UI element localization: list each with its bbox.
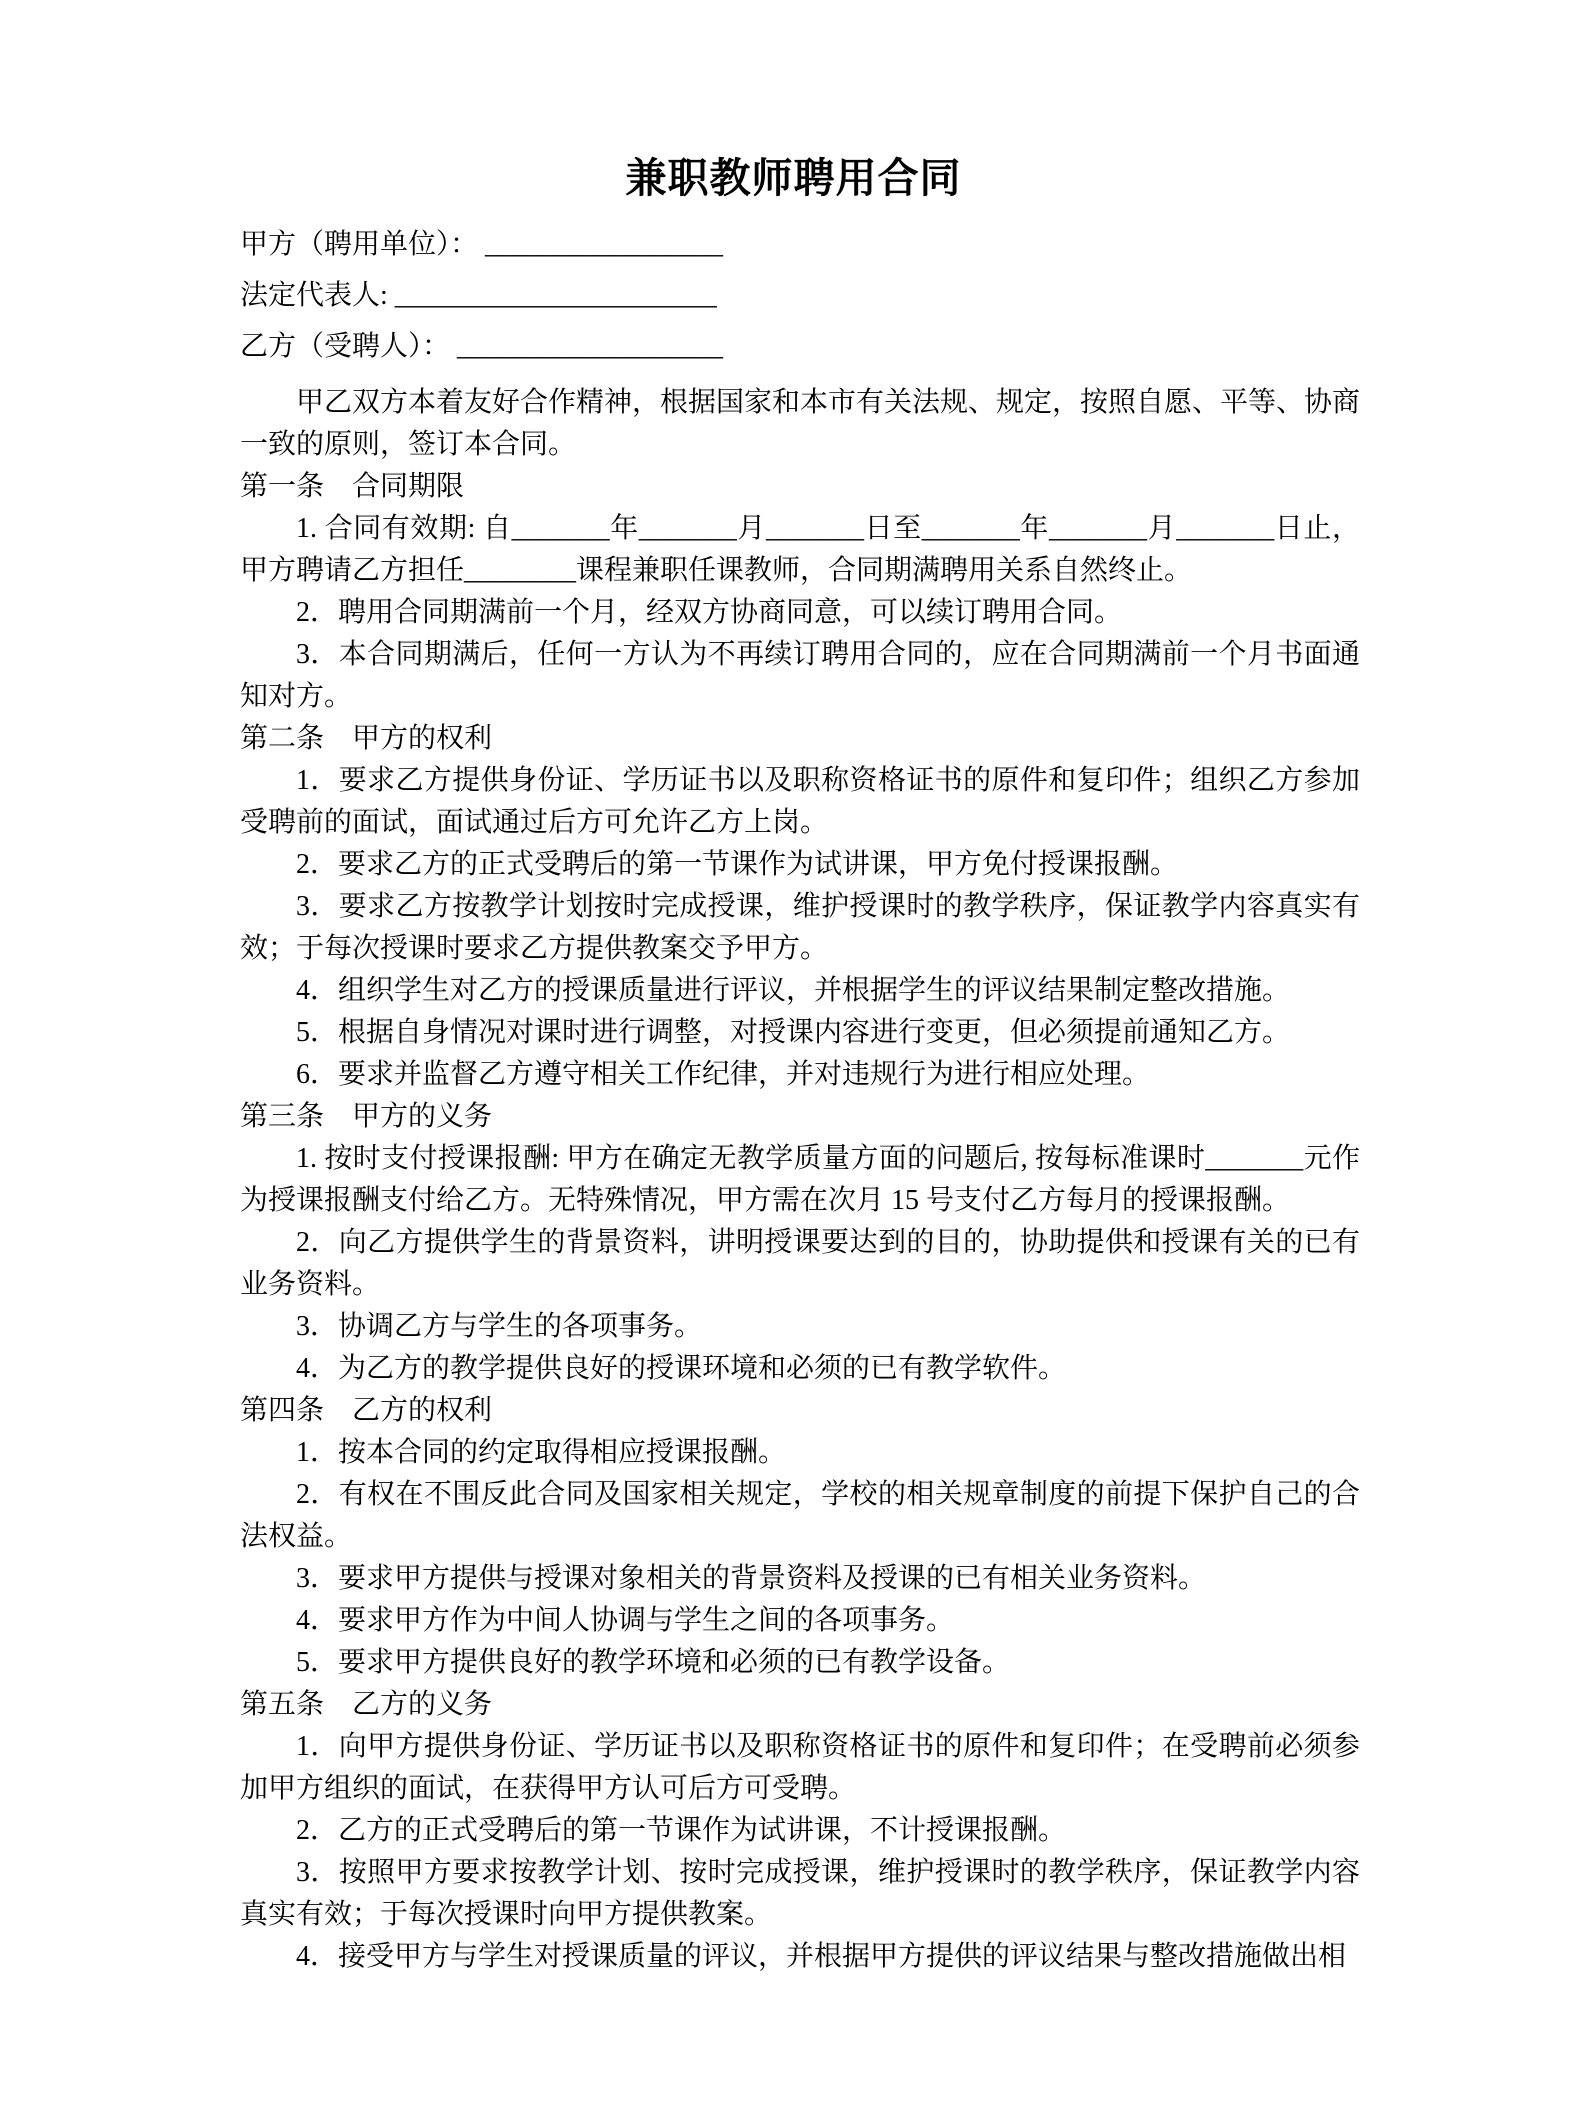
contract-paragraph: 第二条 甲方的权利 xyxy=(240,723,493,754)
contract-paragraph: 4．要求甲方作为中间人协调与学生之间的各项事务。 xyxy=(296,1605,955,1636)
contract-paragraph: 第一条 合同期限 xyxy=(240,471,465,502)
contract-paragraph: 4．组织学生对乙方的授课质量进行评议，并根据学生的评议结果制定整改措施。 xyxy=(296,975,1291,1006)
contract-paragraph: 3．协调乙方与学生的各项事务。 xyxy=(296,1311,703,1342)
contract-paragraph: 1．要求乙方提供身份证、学历证书以及职称资格证书的原件和复印件；组织乙方参加受聘前的面试，面试通过后方可允许乙方上岗。 xyxy=(240,765,1360,838)
contract-paragraph: 2．乙方的正式受聘后的第一节课作为试讲课，不计授课报酬。 xyxy=(296,1815,1067,1846)
contract-paragraph: 1. 合同有效期: 自_______年_______月_______日至_______年_______月_______日止，甲方聘请乙方担任________课程兼职任课教师，合同期满聘用关系自然终止。 xyxy=(240,513,1360,586)
contract-paragraph: 6．要求并监督乙方遵守相关工作纪律，并对违规行为进行相应处理。 xyxy=(296,1059,1151,1090)
contract-paragraph: 1. 按时支付授课报酬: 甲方在确定无教学质量方面的问题后, 按每标准课时_______元作为授课报酬支付给乙方。无特殊情况，甲方需在次月 15 号支付乙方每月的授课报酬。 xyxy=(240,1143,1360,1216)
party-field-line: 甲方（聘用单位）： _________________ xyxy=(240,229,724,260)
contract-body xyxy=(240,382,1360,1978)
contract-paragraph: 3．要求乙方按教学计划按时完成授课，维护授课时的教学秩序，保证教学内容真实有效；于每次授课时要求乙方提供教案交予甲方。 xyxy=(240,891,1360,964)
contract-paragraph: 4．为乙方的教学提供良好的授课环境和必须的已有教学软件。 xyxy=(296,1353,1067,1384)
contract-paragraph: 2．向乙方提供学生的背景资料，讲明授课要达到的目的，协助提供和授课有关的已有业务资料。 xyxy=(240,1227,1360,1300)
contract-paragraph: 5．要求甲方提供良好的教学环境和必须的已有教学设备。 xyxy=(296,1647,1011,1678)
contract-paragraph: 1．向甲方提供身份证、学历证书以及职称资格证书的原件和复印件；在受聘前必须参加甲方组织的面试，在获得甲方认可后方可受聘。 xyxy=(240,1731,1360,1804)
contract-paragraph: 2．要求乙方的正式受聘后的第一节课作为试讲课，甲方免付授课报酬。 xyxy=(296,849,1179,880)
party-fields xyxy=(240,219,1360,372)
contract-paragraph: 3．按照甲方要求按教学计划、按时完成授课，维护授课时的教学秩序，保证教学内容真实有效；于每次授课时向甲方提供教案。 xyxy=(240,1857,1360,1930)
contract-title: 兼职教师聘用合同 xyxy=(625,155,962,201)
contract-paragraph: 第五条 乙方的义务 xyxy=(240,1689,493,1720)
party-field-line: 法定代表人: _______________________ xyxy=(240,280,717,311)
contract-paragraph: 5．根据自身情况对课时进行调整，对授课内容进行变更，但必须提前通知乙方。 xyxy=(296,1017,1291,1048)
contract-paragraph: 3．本合同期满后，任何一方认为不再续订聘用合同的，应在合同期满前一个月书面通知对方。 xyxy=(240,639,1360,712)
contract-paragraph: 1．按本合同的约定取得相应授课报酬。 xyxy=(296,1437,787,1468)
contract-paragraph: 第四条 乙方的权利 xyxy=(240,1395,493,1426)
contract-paragraph: 2．有权在不围反此合同及国家相关规定，学校的相关规章制度的前提下保护自己的合法权益。 xyxy=(240,1479,1360,1552)
contract-paragraph: 4．接受甲方与学生对授课质量的评议，并根据甲方提供的评议结果与整改措施做出相 xyxy=(296,1941,1347,1972)
contract-paragraph: 第三条 甲方的义务 xyxy=(240,1101,493,1132)
contract-paragraph: 甲乙双方本着友好合作精神，根据国家和本市有关法规、规定，按照自愿、平等、协商一致的原则，签订本合同。 xyxy=(240,387,1361,460)
contract-paragraph: 2．聘用合同期满前一个月，经双方协商同意，可以续订聘用合同。 xyxy=(296,597,1123,628)
contract-paragraph: 3．要求甲方提供与授课对象相关的背景资料及授课的已有相关业务资料。 xyxy=(296,1563,1207,1594)
party-field-line: 乙方（受聘人）： ___________________ xyxy=(240,331,724,362)
